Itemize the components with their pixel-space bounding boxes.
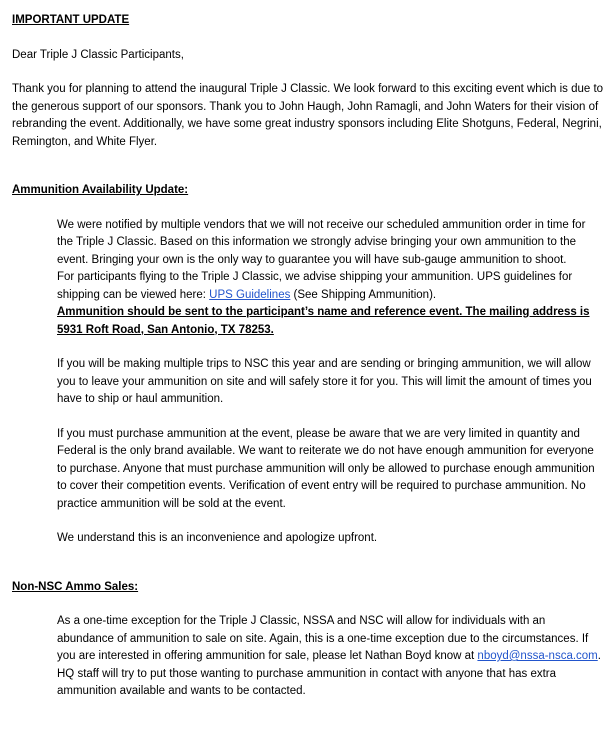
- ammo-paragraph-shipping: [57, 269, 604, 339]
- ammo-paragraph-vendors: We were notified by multiple vendors that we will not receive our scheduled ammunition order in time for the Triple J Classic. Based on this information we strongly advise bringing your own ammunition to the event. Bringing your own is the only way to guarantee you will have sub-gauge ammunition to shoot.: [57, 218, 586, 266]
- non-nsc-text-end: . HQ staff will try to put those wanting to purchase ammunition in contact with anyone that has extra ammunition available and wants to be contacted.: [57, 650, 601, 697]
- non-nsc-heading: Non-NSC Ammo Sales:: [12, 580, 139, 593]
- ammo-availability-body: [57, 217, 604, 548]
- non-nsc-body: [57, 613, 604, 701]
- mailing-address-notice: Ammunition should be sent to the participant’s name and reference event. The mailing address is 5931 Roft Road, San Antonio, TX 78253.: [57, 306, 590, 336]
- shipping-note: (See Shipping Ammunition).: [290, 288, 437, 301]
- greeting: Dear Triple J Classic Participants,: [12, 48, 184, 61]
- ammo-paragraph-apology: We understand this is an inconvenience and apologize upfront.: [57, 532, 378, 544]
- ammo-paragraph-storage: If you will be making multiple trips to NSC this year and are sending or bringing ammunition, we will allow you to leave your ammunition on site and will safely store it for you. This will limit the amount of times you have to ship or haul ammunition.: [57, 358, 592, 405]
- ups-guidelines-link[interactable]: UPS Guidelines: [209, 288, 291, 301]
- non-nsc-paragraph: [57, 613, 604, 701]
- shipping-text: For participants flying to the Triple J Classic, we advise shipping your ammunition. UPS guidelines for shipping can be viewed here:: [57, 271, 573, 301]
- non-nsc-text: As a one-time exception for the Triple J Classic, NSSA and NSC will allow for individuals with an abundance of ammunition to sale on site. Again, this is a one-time exception due to the circumstances. If you are interested in offering ammunition for sale, please let Nathan Boyd know at: [57, 615, 589, 662]
- nathan-boyd-email-link[interactable]: nboyd@nssa-nsca.com: [477, 650, 598, 662]
- ammo-availability-heading: Ammunition Availability Update:: [12, 184, 189, 196]
- document-title: IMPORTANT UPDATE: [12, 14, 130, 26]
- document: [12, 0, 604, 701]
- intro-paragraph: Thank you for planning to attend the inaugural Triple J Classic. We look forward to this exciting event which is due to the generous support of our sponsors. Thank you to John Haugh, John Ramagli, and John Waters for their vision of rebranding the event. Additionally, we have some great industry sponsors including Elite Shotguns, Federal, Negrini, Remington, and White Flyer.: [12, 83, 604, 148]
- ammo-paragraph-purchase: If you must purchase ammunition at the event, please be aware that we are very limited in quantity and Federal is the only brand available. We want to reiterate we do not have enough ammunition for everyone to purchase. Anyone that must purchase ammunition will only be allowed to purchase enough ammunition to cover their competition events. Verification of event entry will be required to purchase ammunition. No practice ammunition will be sold at the event.: [57, 427, 595, 510]
